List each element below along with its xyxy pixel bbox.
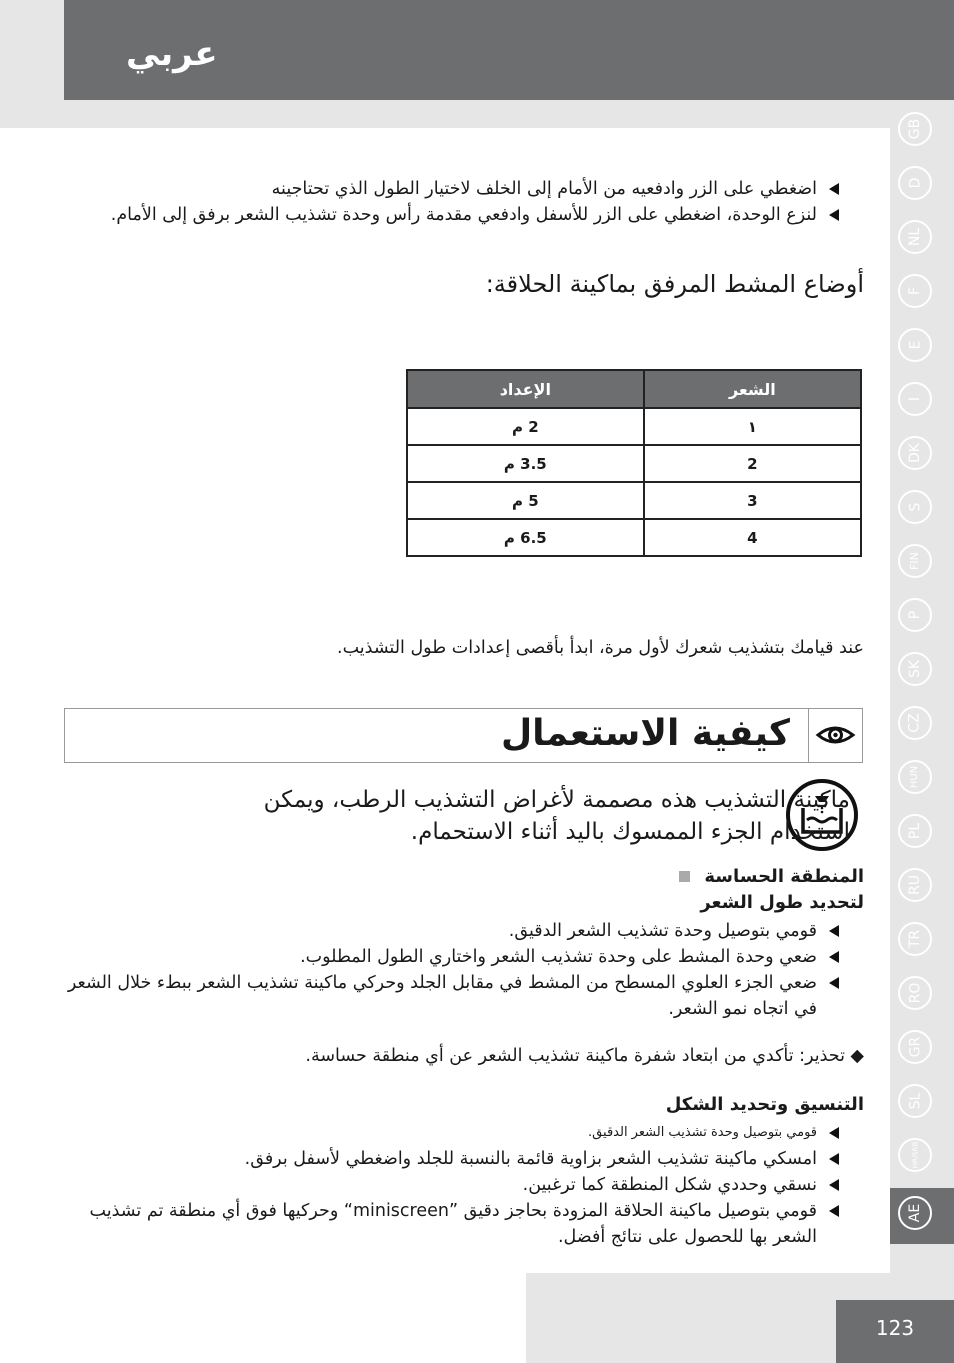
table-header-row — [407, 370, 861, 408]
table-cell: 2 م — [407, 408, 644, 445]
list-item: ضعي وحدة المشط على وحدة تشذيب الشعر واختاري الطول المطلوب. — [51, 944, 841, 970]
language-tab-cz[interactable]: CZ — [898, 706, 932, 740]
table-cell: 5 م — [407, 482, 644, 519]
language-tab-dk[interactable]: DK — [898, 436, 932, 470]
language-tab-pl[interactable]: PL — [898, 814, 932, 848]
table-cell: 2 — [644, 445, 861, 482]
sensitive-subheading: لتحديد طول الشعر — [700, 892, 864, 913]
language-tab-gb[interactable]: GB — [898, 112, 932, 146]
language-tab-tr[interactable]: TR — [898, 922, 932, 956]
language-tab-gr[interactable]: GR — [898, 1030, 932, 1064]
language-tab-s[interactable]: S — [898, 490, 932, 524]
language-tab-i[interactable]: I — [898, 382, 932, 416]
table-row — [407, 519, 861, 556]
eye-icon — [808, 709, 862, 762]
page-title: عربي — [126, 34, 218, 74]
bottom-strip — [0, 1273, 526, 1363]
square-bullet-icon — [679, 871, 690, 882]
comb-heading: أوضاع المشط المرفق بماكينة الحلاقة: — [485, 270, 864, 298]
list-item: لنزع الوحدة، اضغطي على الزر للأسفل وادفعي مقدمة رأس وحدة تشذيب الشعر برفق إلى الأمام. — [81, 202, 841, 228]
table-header: الإعداد — [407, 370, 644, 408]
section-title: كيفية الاستعمال — [500, 713, 790, 754]
language-tab-ae[interactable]: AE — [898, 1196, 932, 1230]
table-cell: 6.5 م — [407, 519, 644, 556]
table-row — [407, 482, 861, 519]
sensitive-area-heading — [564, 866, 864, 887]
warning-label: تحذير: تأكدي من ابتعاد شفرة ماكينة تشذيب الشعر عن أي منطقة حساسة. — [305, 1046, 845, 1066]
table-row — [407, 445, 861, 482]
language-tab-hun[interactable]: HUN — [898, 760, 932, 794]
language-tab-fin[interactable]: FIN — [898, 544, 932, 578]
styling-list — [51, 1120, 841, 1250]
list-item: ضعي الجزء العلوي المسطح من المشط في مقابل الجلد وحركي ماكينة تشذيب الشعر ببطء خلال الشعر في اتجاه نمو الشعر. — [51, 970, 841, 1022]
list-item: امسكي ماكينة تشذيب الشعر بزاوية قائمة بالنسبة للجلد واضغطي لأسفل برفق. — [51, 1146, 841, 1172]
warning-diamond-icon: ◆ — [850, 1046, 864, 1066]
list-item: قومي بتوصيل ماكينة الحلاقة المزودة بحاجز دقيق ”miniscreen“ وحركيها فوق أي منطقة تم تشذيب الشعر بها للحصول على نتائج أفضل. — [51, 1198, 841, 1250]
table-cell: ١ — [644, 408, 861, 445]
language-tab-hr-srb[interactable]: HR/SRB — [898, 1138, 932, 1172]
intro-text: ماكينة التشذيب هذه مصممة لأغراض التشذيب الرطب، ويمكن استخدام الجزء الممسوك باليد أثناء الاستحمام. — [263, 787, 850, 845]
first-time-note: عند قيامك بتشذيب شعرك لأول مرة، ابدأ بأقصى إعدادات طول التشذيب. — [337, 638, 864, 658]
table-header: الشعر — [644, 370, 861, 408]
language-tab-f[interactable]: F — [898, 274, 932, 308]
comb-settings-table — [406, 369, 862, 557]
table-row — [407, 408, 861, 445]
table-cell: 3.5 م — [407, 445, 644, 482]
language-tab-nl[interactable]: NL — [898, 220, 932, 254]
list-item: قومي بتوصيل وحدة تشذيب الشعر الدقيق. — [51, 918, 841, 944]
language-tab-sk[interactable]: SK — [898, 652, 932, 686]
header-bar — [64, 0, 954, 100]
styling-heading: التنسيق وتحديد الشكل — [665, 1094, 864, 1115]
warning-text — [305, 1046, 864, 1066]
language-tab-sl[interactable]: SL — [898, 1084, 932, 1118]
list-item: نسقي وحددي شكل المنطقة كما ترغبين. — [51, 1172, 841, 1198]
list-item: قومي بتوصيل وحدة تشذيب الشعر الدقيق. — [51, 1120, 841, 1146]
section-header — [64, 708, 863, 763]
table-cell: 3 — [644, 482, 861, 519]
page-number: 123 — [836, 1300, 954, 1363]
sensitive-list — [51, 918, 841, 1022]
language-tab-e[interactable]: E — [898, 328, 932, 362]
language-tab-ro[interactable]: RO — [898, 976, 932, 1010]
language-tab-d[interactable]: D — [898, 166, 932, 200]
list-item: اضغطي على الزر وادفعيه من الأمام إلى الخلف لاختيار الطول الذي تحتاجينه — [81, 176, 841, 202]
language-tab-p[interactable]: P — [898, 598, 932, 632]
language-tab-ru[interactable]: RU — [898, 868, 932, 902]
table-cell: 4 — [644, 519, 861, 556]
top-instructions — [81, 176, 841, 228]
sensitive-heading-text: المنطقة الحساسة — [704, 866, 864, 887]
